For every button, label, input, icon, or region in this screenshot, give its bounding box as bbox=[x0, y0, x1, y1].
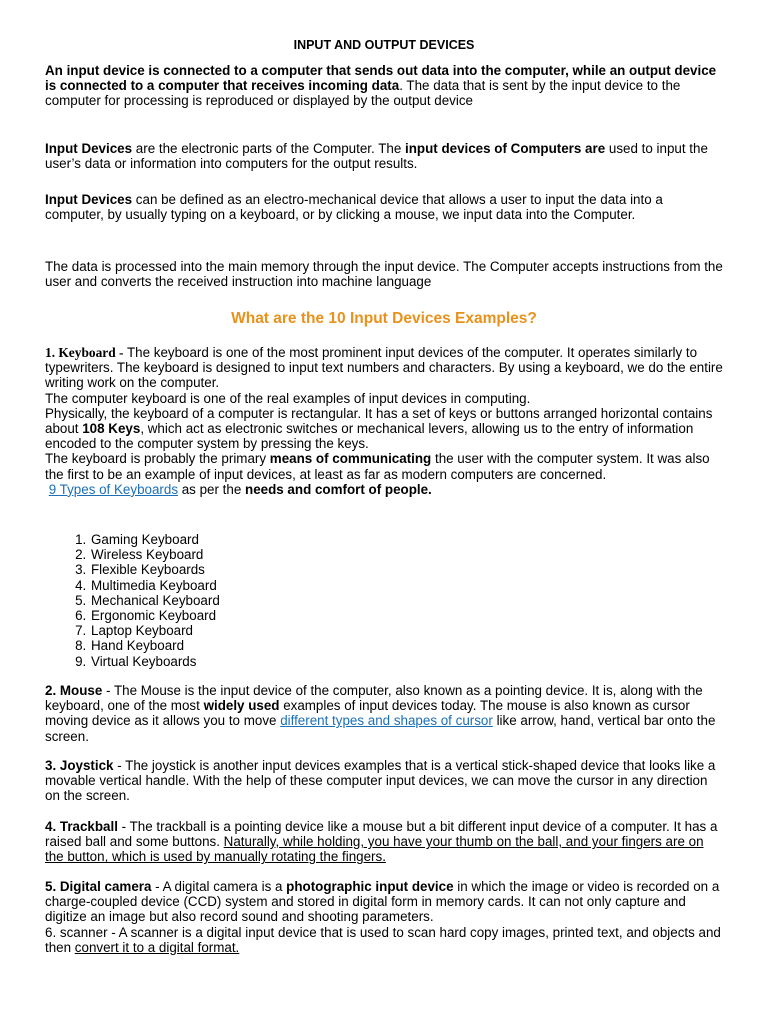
scanner-text: 6. scanner - A scanner is a digital input device that is used to scan hard copy images, printed text, and objects and then bbox=[45, 924, 721, 955]
p2-term: Input Devices bbox=[45, 192, 133, 207]
keyboard-keys-count: 108 Keys bbox=[82, 421, 141, 437]
intro-bold-text: An input device is connected to a computer that sends out data into the computer, while an output device is connected to a computer that receives incoming data bbox=[45, 63, 717, 94]
keyboard-types-list bbox=[45, 532, 490, 669]
mouse-label: 2. Mouse bbox=[45, 683, 103, 698]
mouse-text-3: like arrow, hand, vertical bar onto the screen. bbox=[45, 713, 716, 744]
mouse-bold-1: widely used bbox=[203, 698, 280, 714]
paragraph-input-devices-2 bbox=[45, 192, 725, 222]
paragraph-input-devices-1 bbox=[45, 141, 725, 171]
keyboard-label: 1. Keyboard - bbox=[45, 345, 124, 360]
keyboard-types-line bbox=[45, 482, 725, 497]
camera-bold-1: photographic input device bbox=[286, 879, 454, 894]
page-title: INPUT AND OUTPUT DEVICES bbox=[293, 38, 475, 52]
mouse-text-2: examples of input devices today. The mouse is also known as cursor moving device as it allows you to move bbox=[45, 698, 690, 729]
list-item: 9. Virtual Keyboards bbox=[90, 654, 490, 669]
joystick-label: 3. Joystick bbox=[45, 758, 114, 773]
keyboard-bold-4: means of communicating bbox=[269, 451, 432, 467]
keyboard-paragraph-4 bbox=[45, 451, 725, 481]
list-item: 8. Hand Keyboard bbox=[90, 638, 490, 653]
keyboard-paragraph-3 bbox=[45, 406, 725, 452]
p1-bold-2: input devices of Computers are bbox=[405, 141, 606, 156]
scanner-paragraph bbox=[45, 925, 725, 955]
mouse-paragraph bbox=[45, 683, 725, 744]
list-item: 6. Ergonomic Keyboard bbox=[90, 608, 490, 623]
list-item: 5. Mechanical Keyboard bbox=[90, 593, 490, 608]
camera-text-2: in which the image or video is recorded on a charge-coupled device (CCD) system and stored in digital form in memory cards. It can not only capture and digitize an image but also record sound and shooting parameters. bbox=[45, 879, 720, 925]
camera-text-1: - A digital camera is a bbox=[151, 879, 287, 894]
trackball-text: - The trackball is a pointing device like a mouse but a bit different input device of a computer. It has a raised ball and some buttons. bbox=[45, 819, 718, 850]
keyboard-text-4: The keyboard is probably the primary bbox=[45, 451, 270, 467]
keyboard-types-link[interactable]: 9 Types of Keyboards bbox=[48, 481, 179, 497]
keyboard-text-3: Physically, the keyboard of a computer is rectangular. It has a set of keys or buttons arranged horizontal contains about bbox=[45, 405, 713, 437]
keyboard-bold-5: needs and comfort of people. bbox=[245, 481, 432, 497]
keyboard-paragraph-2: The computer keyboard is one of the real examples of input devices in computing. bbox=[45, 390, 531, 406]
keyboard-text-3c: , which act as electronic switches or mechanical levers, allowing us to the entry of information encoded to the computer system by pressing the keys. bbox=[45, 421, 694, 452]
joystick-paragraph bbox=[45, 758, 725, 804]
p1-term: Input Devices bbox=[45, 141, 133, 156]
trackball-paragraph bbox=[45, 819, 725, 865]
mouse-text-1: - The Mouse is the input device of the computer, also known as a pointing device. It is, along with the keyboard, one of the most bbox=[45, 683, 703, 714]
paragraph-processing: The data is processed into the main memory through the input device. The Computer accepts instructions from the user and converts the received instruction into machine language bbox=[45, 259, 723, 290]
list-item: 4. Multimedia Keyboard bbox=[90, 578, 490, 593]
intro-paragraph bbox=[45, 63, 725, 109]
cursor-types-link[interactable]: different types and shapes of cursor bbox=[280, 713, 493, 729]
p1-text-2: used to input the user’s data or information into computers for the output results. bbox=[45, 141, 708, 172]
keyboard-section bbox=[45, 345, 725, 497]
keyboard-text-5: as per the bbox=[178, 481, 246, 497]
p2-text: can be defined as an electro-mechanical device that allows a user to input the data into a computer, by usually typing on a keyboard, or by clicking a mouse, we input data into the Computer. bbox=[45, 192, 663, 223]
p1-text-1: are the electronic parts of the Computer. The bbox=[132, 141, 405, 156]
list-item: 1. Gaming Keyboard bbox=[90, 532, 490, 547]
section-heading: What are the 10 Input Devices Examples? bbox=[231, 310, 537, 327]
intro-rest-text: . The data that is sent by the input device to the computer for processing is reproduced or displayed by the output device bbox=[45, 78, 681, 109]
list-item: 3. Flexible Keyboards bbox=[90, 562, 490, 577]
joystick-text: - The joystick is another input devices examples that is a vertical stick-shaped device that looks like a movable vertical handle. With the help of these computer input devices, we can move the cursor in any direction on the screen. bbox=[45, 758, 716, 804]
camera-paragraph bbox=[45, 879, 725, 925]
list-item: 7. Laptop Keyboard bbox=[90, 623, 490, 638]
camera-label: 5. Digital camera bbox=[45, 879, 152, 894]
trackball-label: 4. Trackball bbox=[45, 819, 118, 834]
keyboard-paragraph-1 bbox=[45, 345, 725, 391]
scanner-underlined-text: convert it to a digital format. bbox=[74, 939, 240, 955]
keyboard-text-1: The keyboard is one of the most prominent input devices of the computer. It operates similarly to typewriters. The keyboard is designed to input text numbers and characters. By using a keyboard, we do the entire writing work on the computer. bbox=[45, 345, 723, 391]
camera-scanner-section bbox=[45, 879, 725, 955]
list-item: 2. Wireless Keyboard bbox=[90, 547, 490, 562]
trackball-underlined-text: Naturally, while holding, you have your thumb on the ball, and your fingers are on the button, which is used by manually rotating the fingers. bbox=[45, 834, 704, 865]
keyboard-text-4c: the user with the computer system. It was also the first to be an example of input devices, at least as far as modern computers are concerned. bbox=[45, 451, 710, 482]
